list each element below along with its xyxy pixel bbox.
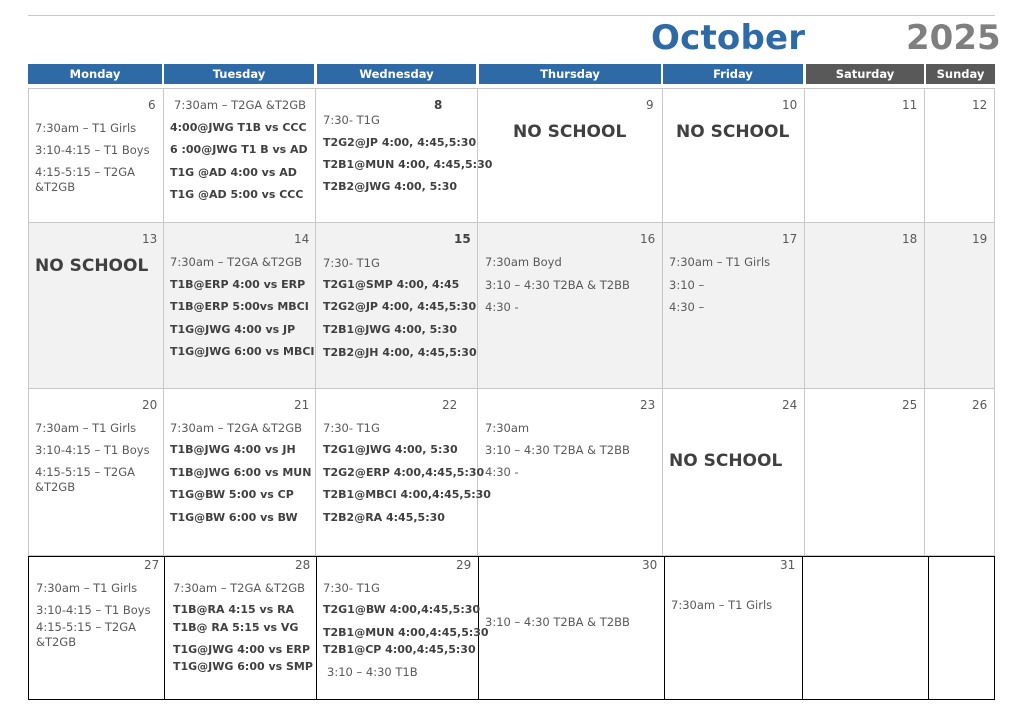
event-line: 3:10 – 4:30 T2BA & T2BB: [485, 443, 630, 457]
event-line: 4:00@JWG T1B vs CCC: [170, 121, 307, 134]
weekday-header-friday: Friday: [663, 64, 803, 84]
event-line: 4:30 -: [485, 300, 519, 314]
grid-line: [804, 88, 805, 556]
event-line: T1B@JWG 4:00 vs JH: [170, 443, 296, 456]
day-number: 20: [142, 398, 158, 412]
day-number: 31: [780, 558, 796, 572]
event-line: 4:15-5:15 – T2GA: [35, 165, 135, 179]
event-line: T1G @AD 4:00 vs AD: [170, 166, 297, 179]
event-line: T2G1@BW 4:00,4:45,5:30: [323, 603, 481, 616]
day-number: 13: [142, 232, 158, 246]
event-line: T1G@JWG 6:00 vs SMP: [173, 660, 313, 673]
event-line: 6 :00@JWG T1 B vs AD: [170, 143, 308, 156]
event-line: 7:30am – T2GA &T2GB: [173, 581, 306, 595]
grid-line: [802, 556, 803, 700]
grid-line: [924, 88, 925, 556]
event-line: &T2GB: [35, 480, 76, 494]
event-line: 7:30am – T2GA &T2GB: [170, 255, 303, 269]
day-number: 6: [148, 98, 156, 112]
day-number: 10: [782, 98, 798, 112]
weekday-header-monday: Monday: [28, 64, 162, 84]
day-number: 26: [972, 398, 988, 412]
day-number: 30: [642, 558, 658, 572]
event-line: 4:30 -: [485, 465, 519, 479]
day-number: 24: [782, 398, 798, 412]
event-line: 7:30am – T1 Girls: [669, 255, 771, 269]
event-line: 4:15-5:15 – T2GA: [36, 620, 136, 634]
event-line: T2B1@CP 4:00,4:45,5:30: [323, 643, 476, 656]
weekday-header-thursday: Thursday: [479, 64, 661, 84]
day-number: 18: [902, 232, 918, 246]
event-line: T2G1@JWG 4:00, 5:30: [323, 443, 458, 456]
event-line: 7:30- T1G: [323, 113, 380, 127]
grid-line: [315, 88, 316, 556]
event-line: 7:30- T1G: [323, 421, 380, 435]
day-number: 28: [295, 558, 311, 572]
event-line: T2G2@JP 4:00, 4:45,5:30: [323, 136, 477, 149]
event-line: 7:30am – T1 Girls: [35, 121, 137, 135]
day-number: 17: [782, 232, 798, 246]
event-line: T1B@JWG 6:00 vs MUN: [170, 466, 312, 479]
day-number: 29: [456, 558, 472, 572]
day-number: 12: [972, 98, 988, 112]
event-line: T2B2@JWG 4:00, 5:30: [323, 180, 458, 193]
day-number: 27: [144, 558, 160, 572]
event-line: T2B1@MBCI 4:00,4:45,5:30: [323, 488, 491, 501]
event-line: T1G @AD 5:00 vs CCC: [170, 188, 304, 201]
event-line: 7:30- T1G: [323, 581, 380, 595]
event-line: T1B@ERP 5:00vs MBCI: [170, 300, 309, 313]
event-line: 7:30am – T1 Girls: [35, 421, 137, 435]
top-rule: [28, 15, 995, 16]
event-line: 3:10-4:15 – T1 Boys: [35, 143, 150, 157]
event-line: &T2GB: [36, 635, 77, 649]
grid-line: [28, 88, 29, 556]
day-number: 9: [646, 98, 654, 112]
day-number: 21: [294, 398, 310, 412]
weekday-header-wednesday: Wednesday: [317, 64, 476, 84]
weekday-header-sunday: Sunday: [926, 64, 995, 84]
day-number: 11: [902, 98, 918, 112]
event-line: 3:10 – 4:30 T2BA & T2BB: [485, 278, 630, 292]
day-number: 8: [434, 98, 443, 112]
grid-line: [994, 88, 995, 556]
event-line: 7:30am – T1 Girls: [671, 598, 773, 612]
event-line: &T2GB: [35, 180, 76, 194]
day-number: 16: [640, 232, 656, 246]
day-number: 25: [902, 398, 918, 412]
event-line: T2G2@JP 4:00, 4:45,5:30: [323, 300, 477, 313]
no-school-label: NO SCHOOL: [35, 256, 149, 276]
event-line: 3:10 –: [669, 278, 705, 292]
day-number: 23: [640, 398, 656, 412]
grid-line: [28, 388, 995, 389]
month-title: October: [651, 18, 806, 58]
event-line: 3:10 – 4:30 T1B: [327, 665, 418, 679]
no-school-label: NO SCHOOL: [513, 122, 627, 142]
grid-line: [928, 556, 929, 700]
event-line: 3:10 – 4:30 T2BA & T2BB: [485, 615, 630, 629]
event-line: 4:15-5:15 – T2GA: [35, 465, 135, 479]
event-line: 7:30am: [485, 421, 530, 435]
event-line: T2G1@SMP 4:00, 4:45: [323, 278, 460, 291]
event-line: T2B1@MUN 4:00, 4:45,5:30: [323, 158, 493, 171]
no-school-label: NO SCHOOL: [676, 122, 790, 142]
event-line: 3:10-4:15 – T1 Boys: [35, 443, 150, 457]
event-line: T1B@ERP 4:00 vs ERP: [170, 278, 306, 291]
event-line: T2B2@RA 4:45,5:30: [323, 511, 445, 524]
grid-line: [662, 88, 663, 556]
day-number: 14: [294, 232, 310, 246]
day-number: 19: [972, 232, 988, 246]
event-line: T1G@JWG 4:00 vs ERP: [173, 643, 311, 656]
no-school-label: NO SCHOOL: [669, 451, 783, 471]
event-line: T1B@ RA 5:15 vs VG: [173, 621, 299, 634]
grid-line: [316, 556, 317, 700]
event-line: T2B2@JH 4:00, 4:45,5:30: [323, 346, 477, 359]
day-number: 15: [454, 232, 471, 246]
event-line: 3:10-4:15 – T1 Boys: [36, 603, 151, 617]
day-number: 22: [442, 398, 458, 412]
grid-line: [163, 88, 164, 556]
event-line: T1B@RA 4:15 vs RA: [173, 603, 295, 616]
event-line: T1G@JWG 6:00 vs MBCI: [170, 345, 315, 358]
event-line: T2G2@ERP 4:00,4:45,5:30: [323, 466, 485, 479]
event-line: 4:30 –: [669, 300, 705, 314]
event-line: 7:30am – T2GA &T2GB: [170, 421, 303, 435]
weekday-header-tuesday: Tuesday: [164, 64, 314, 84]
year-title: 2025: [906, 18, 1001, 58]
event-line: 7:30am – T2GA &T2GB: [174, 98, 307, 112]
event-line: 7:30am Boyd: [485, 255, 562, 269]
event-line: 7:30am – T1 Girls: [36, 581, 138, 595]
event-line: T1G@BW 5:00 vs CP: [170, 488, 294, 501]
weekday-header-saturday: Saturday: [806, 64, 924, 84]
grid-line: [28, 88, 995, 89]
event-line: T2B1@JWG 4:00, 5:30: [323, 323, 458, 336]
event-line: T1G@JWG 4:00 vs JP: [170, 323, 296, 336]
grid-line: [164, 556, 165, 700]
grid-line: [28, 222, 995, 223]
event-line: T1G@BW 6:00 vs BW: [170, 511, 298, 524]
event-line: T2B1@MUN 4:00,4:45,5:30: [323, 626, 489, 639]
event-line: 7:30- T1G: [323, 256, 380, 270]
grid-line: [664, 556, 665, 700]
